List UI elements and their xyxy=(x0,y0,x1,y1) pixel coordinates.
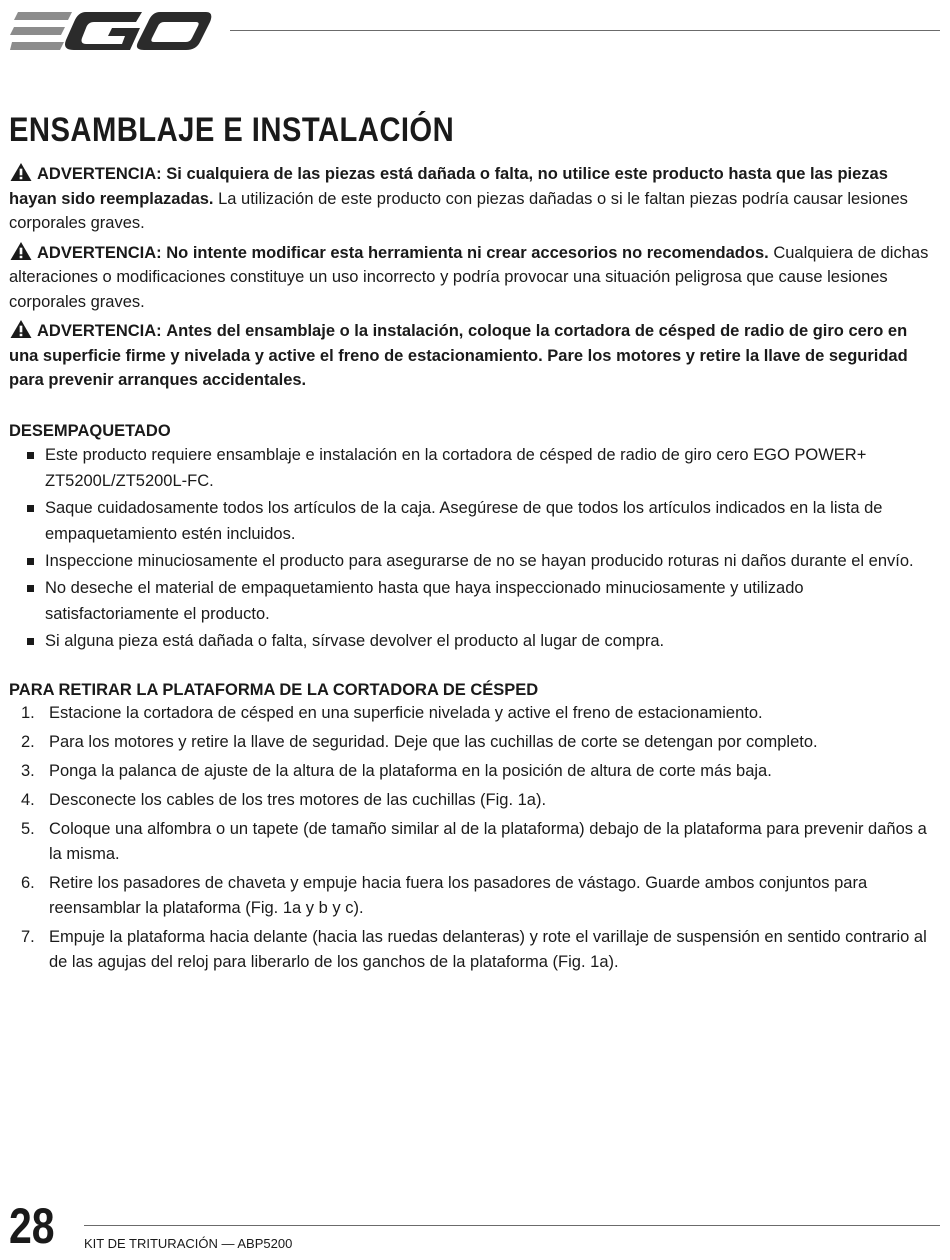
header-rule xyxy=(230,30,940,31)
step-text: Empuje la plataforma hacia delante (hacia las ruedas delanteras) y rote el varillaje de suspensión en sentido contrario al de las agujas del reloj para liberarlo de los ganchos de la plataforma (Fig. 1a). xyxy=(49,927,927,971)
list-item xyxy=(9,628,929,654)
list-item-text: Inspeccione minuciosamente el producto para asegurarse de no se hayan producido roturas ni daños durante el envío. xyxy=(45,551,914,570)
step-item xyxy=(9,759,929,784)
bullet-square xyxy=(27,452,34,459)
list-item xyxy=(9,575,929,627)
page-number: 28 xyxy=(9,1198,55,1254)
warning-triangle-icon xyxy=(9,241,33,261)
step-item xyxy=(9,701,929,726)
step-text: Desconecte los cables de los tres motores de las cuchillas (Fig. 1a). xyxy=(49,790,547,809)
warning-text: La utilización de este producto con piezas dañadas o si le faltan piezas podría causar lesiones corporales graves. xyxy=(9,189,908,232)
ego-logo xyxy=(10,8,212,54)
list-item xyxy=(9,548,929,574)
step-text: Coloque una alfombra o un tapete (de tamaño similar al de la plataforma) debajo de la plataforma para prevenir daños a la misma. xyxy=(49,819,927,863)
step-item xyxy=(9,730,929,755)
step-number: 2. xyxy=(21,732,35,751)
list-item-text: Si alguna pieza está dañada o falta, sírvase devolver el producto al lugar de compra. xyxy=(45,631,665,650)
step-number: 3. xyxy=(21,761,35,780)
warning-paragraph xyxy=(9,319,929,393)
step-text: Estacione la cortadora de césped en una superficie nivelada y active el freno de estacionamiento. xyxy=(49,703,763,722)
footer-rule xyxy=(84,1225,940,1226)
step-item xyxy=(9,788,929,813)
step-text: Retire los pasadores de chaveta y empuje hacia fuera los pasadores de vástago. Guarde ambos conjuntos para reensamblar la plataforma (Fig. 1a y b y c). xyxy=(49,873,868,917)
warnings-block xyxy=(9,162,929,393)
step-number: 6. xyxy=(21,873,35,892)
list-item-text: Saque cuidadosamente todos los artículos de la caja. Asegúrese de que todos los artículos indicados en la lista de empaquetamiento estén incluidos. xyxy=(45,498,883,543)
list-item-text: Este producto requiere ensamblaje e instalación en la cortadora de césped de radio de giro cero EGO POWER+ ZT5200L/ZT5200L-FC. xyxy=(45,445,867,490)
warning-label: ADVERTENCIA: xyxy=(37,165,162,183)
warning-paragraph xyxy=(9,162,929,236)
page-content xyxy=(9,110,929,979)
unpacking-list xyxy=(9,442,929,654)
step-item xyxy=(9,871,929,921)
removal-steps-list xyxy=(9,701,929,975)
footer-text: KIT DE TRITURACIÓN — ABP5200 xyxy=(84,1236,293,1251)
list-item xyxy=(9,495,929,547)
warning-triangle-icon xyxy=(9,162,33,182)
step-number: 4. xyxy=(21,790,35,809)
page-title: ENSAMBLAJE E INSTALACIÓN xyxy=(9,111,455,149)
bullet-square xyxy=(27,558,34,565)
step-number: 7. xyxy=(21,927,35,946)
step-text: Para los motores y retire la llave de seguridad. Deje que las cuchillas de corte se detengan por completo. xyxy=(49,732,818,751)
warning-text: Cualquiera de dichas alteraciones o modificaciones constituye un uso incorrecto y podría provocar una situación peligrosa que cause lesiones corporales graves. xyxy=(9,243,929,311)
warning-label: ADVERTENCIA: xyxy=(37,322,162,340)
list-item-text: No deseche el material de empaquetamiento hasta que haya inspeccionado minuciosamente y utilizado satisfactoriamente el producto. xyxy=(45,578,804,623)
warning-bold-text: No intente modificar esta herramienta ni crear accesorios no recomendados. xyxy=(166,243,769,262)
bullet-square xyxy=(27,585,34,592)
list-item xyxy=(9,442,929,494)
unpacking-heading: DESEMPAQUETADO xyxy=(9,421,171,440)
bullet-square xyxy=(27,638,34,645)
warning-label: ADVERTENCIA: xyxy=(37,243,162,262)
warning-triangle-icon xyxy=(9,319,33,339)
warning-paragraph xyxy=(9,241,929,315)
step-number: 5. xyxy=(21,819,35,838)
step-text: Ponga la palanca de ajuste de la altura de la plataforma en la posición de altura de corte más baja. xyxy=(49,761,772,780)
warning-bold-text: Si cualquiera de las piezas está dañada o falta, no utilice este producto hasta que las piezas hayan sido reemplazadas. xyxy=(9,165,888,208)
page-header xyxy=(0,0,950,60)
removal-heading: PARA RETIRAR LA PLATAFORMA DE LA CORTADORA DE CÉSPED xyxy=(9,680,539,699)
step-item xyxy=(9,817,929,867)
step-item xyxy=(9,925,929,975)
warning-bold-text: Antes del ensamblaje o la instalación, coloque la cortadora de césped de radio de giro cero en una superficie firme y nivelada y active el freno de estacionamiento. Pare los motores y retire la llave de seguridad para prevenir arranques accidentales. xyxy=(9,322,908,389)
step-number: 1. xyxy=(21,703,35,722)
bullet-square xyxy=(27,505,34,512)
